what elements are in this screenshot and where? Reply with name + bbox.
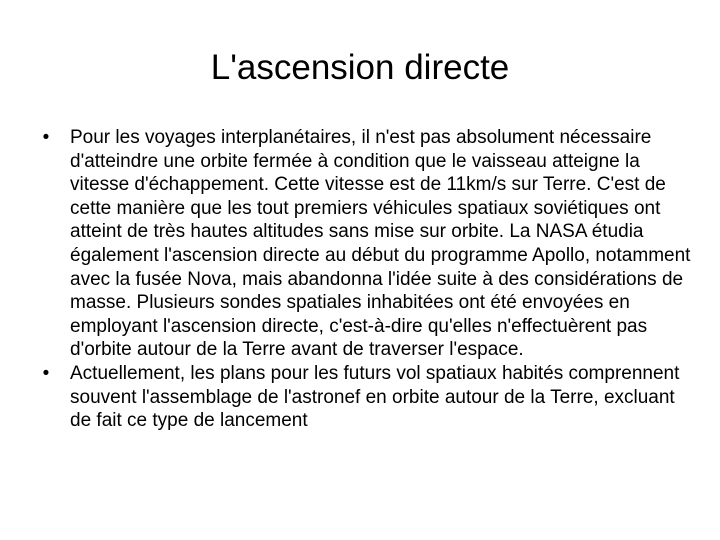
bullet-list — [36, 126, 692, 433]
bullet-text: Pour les voyages interplanétaires, il n'est pas absolument nécessaire d'atteindre une orbite fermée à condition que le vaisseau atteigne la vitesse d'échappement. Cette vitesse est de 11km/s sur Terre. C'est de cette manière que les tout premiers véhicules spatiaux soviétiques ont atteint de très hautes altitudes sans mise sur orbite. La NASA étudia également l'ascension directe au début du programme Apollo, notamment avec la fusée Nova, mais abandonna l'idée suite à des considérations de masse. Plusieurs sondes spatiales inhabitées ont été envoyées en employant l'ascension directe, c'est-à-dire qu'elles n'effectuèrent pas d'orbite autour de la Terre avant de traverser l'espace. — [70, 127, 691, 361]
slide-title: L'ascension directe — [210, 48, 510, 87]
bullet-item — [36, 126, 692, 362]
bullet-item — [36, 362, 692, 433]
bullet-dot: • — [42, 362, 50, 384]
bullet-dot: • — [42, 127, 50, 148]
bullet-text: Actuellement, les plans pour les futurs vol spatiaux habités comprennent souvent l'assemblage de l'astronef en orbite autour de la Terre, excluant de fait ce type de lancement — [70, 362, 680, 432]
